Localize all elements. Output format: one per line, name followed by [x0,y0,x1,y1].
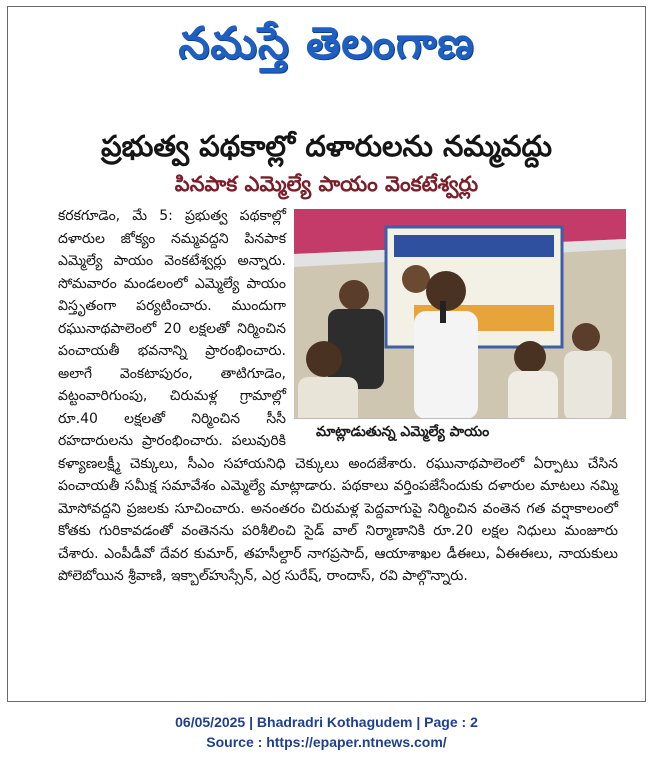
article-headline: ప్రభుత్వ పథకాల్లో దళారులను నమ్మవద్దు [100,129,553,163]
footer-date-page: 06/05/2025 | Bhadradri Kothagudem | Page : 2 [175,714,478,730]
epaper-clipping [7,6,646,702]
article-body [58,205,618,695]
article-subheadline: పినపాక ఎమ్మెల్యే పాయం వెంకటేశ్వర్లు [174,172,479,196]
footer-source: Source : https://epaper.ntnews.com/ [206,734,447,750]
photo-caption: మాట్లాడుతున్న ఎమ్మెల్యే పాయం [294,418,626,445]
article-body-text: కరకగూడెం, మే 5: ప్రభుత్వ పథకాల్లో దళారుల జోక్యం నమ్మవద్దని పినపాక ఎమ్మెల్యే పాయం వెంకటేశ్వర్లు అన్నారు. సోమవారం మండలంలో ఎమ్మెల్యే పాయం విస్తృతంగా పర్యటించారు. ముందుగా రఘునాథపాలెంలో 20 లక్షలతో నిర్మించిన పంచాయతీ భవనాన్ని ప్రారంభించారు. అలాగే వెంకటాపురం, తాటిగూడెం, వట్టంవారిగుంపు, చిరుమళ్ల గ్రామాల్లో రూ.40 లక్షలతో నిర్మించిన సీసీ రహదారులను ప్రారంభించారు. పలువురికి కళ్యాణలక్ష్మీ చెక్కులు, సీఎం సహాయనిధి చెక్కులు అందజేశారు. రఘునాథపాలెంలో ఏర్పాటు చేసిన పంచాయతీ సమీక్ష సమావేశం ఎమ్మెల్యే మాట్లాడారు. పథకాలు వర్తింపజేసేందుకు దళారుల మాటలు నమ్మి మోసోవద్దని ప్రజలకు సూచించారు. అనంతరం చిరుమళ్ల పెద్దవాగుపై నిర్మించిన వంతెన గత వర్షాకాలంలో కోతకు గురికావడంతో వంతెనను పరిశీలించి సైడ్ వాల్ నిర్మాణానికి రూ.20 లక్షల నిధులు మంజూరు చేశారు. ఎంపీడీవో దేవర కుమార్, తహసీల్దార్ నాగప్రసాద్, ఆయాశాఖల డీఈలు, ఏఈఈలు, నాయకులు పోలెబోయిన శ్రీవాణి, ఇక్బాల్‌హుస్సేన్, ఎర్ర సురేష్, రాందాస్, రవి పాల్గొన్నారు. [58,208,618,584]
article-photo [294,209,626,445]
page-footer [0,712,653,752]
newspaper-masthead: నమస్తే తెలంగాణ [178,18,475,69]
cut-text-line [52,95,615,104]
photo-illustration [294,209,626,445]
